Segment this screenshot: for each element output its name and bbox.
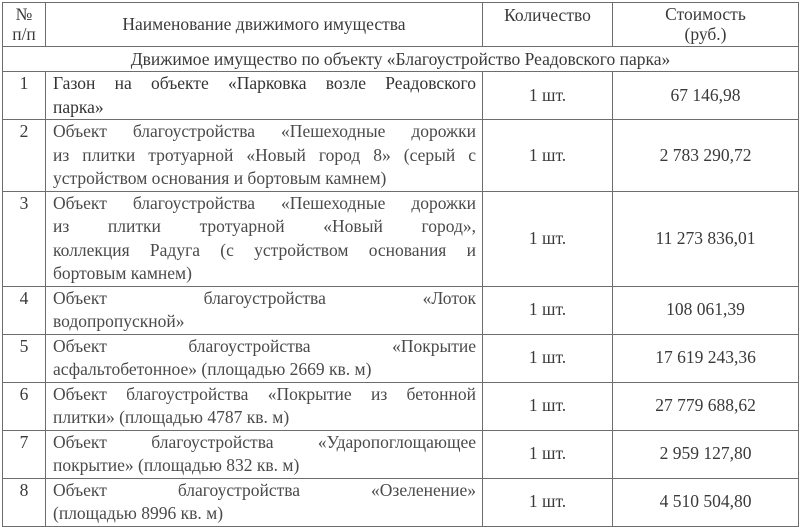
header-cost-line1: Стоимость xyxy=(665,4,746,24)
row-name-line: Газон на объекте «Парковка возле Реадовского xyxy=(53,73,476,93)
row-quantity: 1 шт. xyxy=(483,334,613,382)
row-name xyxy=(46,191,483,286)
section-title: Движимое имущество по объекту «Благоустройство Реадовского парка» xyxy=(3,47,799,72)
row-name-line: асфальтобетонное» (площадью 2669 кв. м) xyxy=(53,359,372,379)
header-number-line2: п/п xyxy=(12,24,36,44)
header-name: Наименование движимого имущества xyxy=(46,3,483,47)
row-number: 3 xyxy=(3,191,46,286)
row-cost: 2 783 290,72 xyxy=(613,120,799,192)
table-row xyxy=(3,286,799,334)
row-cost: 11 273 836,01 xyxy=(613,191,799,286)
row-name-line: Объект благоустройства «Пешеходные дорожки xyxy=(53,192,476,213)
row-name-line: бортовым камнем) xyxy=(53,263,192,283)
section-row xyxy=(3,47,799,72)
row-name-line: Объект благоустройства «Ударопоглощающее xyxy=(53,431,476,452)
row-number: 1 xyxy=(3,72,46,120)
row-number: 7 xyxy=(3,430,46,478)
row-name-line: из плитки тротуарной «Новый город 8» (серый с xyxy=(53,144,476,165)
header-quantity: Количество xyxy=(483,3,613,47)
row-cost: 2 959 127,80 xyxy=(613,430,799,478)
table-row xyxy=(3,430,799,478)
row-quantity: 1 шт. xyxy=(483,286,613,334)
table-row xyxy=(3,382,799,430)
row-name-line: из плитки тротуарной «Новый город», xyxy=(53,216,476,236)
row-name-line: плитки» (площадью 4787 кв. м) xyxy=(53,407,290,427)
row-name xyxy=(46,72,483,120)
table-row xyxy=(3,191,799,286)
row-name xyxy=(46,334,483,382)
row-quantity: 1 шт. xyxy=(483,478,613,526)
row-name xyxy=(46,120,483,192)
row-number: 2 xyxy=(3,120,46,192)
row-name-line: парка» xyxy=(53,96,104,117)
row-name xyxy=(46,382,483,430)
row-cost: 4 510 504,80 xyxy=(613,478,799,526)
row-name-line: (площадью 8996 кв. м) xyxy=(53,503,224,523)
row-name-line: Объект благоустройства «Пешеходные дорожки xyxy=(53,121,476,141)
table-row xyxy=(3,478,799,526)
row-cost: 17 619 243,36 xyxy=(613,334,799,382)
table-row xyxy=(3,120,799,192)
header-number-line1: № xyxy=(15,4,33,24)
row-quantity: 1 шт. xyxy=(483,382,613,430)
row-name-line: Объект благоустройства «Лоток xyxy=(53,287,476,308)
table-row xyxy=(3,334,799,382)
row-number: 5 xyxy=(3,334,46,382)
table-header-row xyxy=(3,3,799,47)
row-quantity: 1 шт. xyxy=(483,120,613,192)
row-cost: 67 146,98 xyxy=(613,72,799,120)
row-number: 6 xyxy=(3,382,46,430)
row-name-line: Объект благоустройства «Покрытие из бетонной xyxy=(53,383,476,404)
header-cost-line2: (руб.) xyxy=(684,24,727,44)
row-name xyxy=(46,430,483,478)
row-name xyxy=(46,286,483,334)
header-number xyxy=(3,3,46,47)
row-cost: 27 779 688,62 xyxy=(613,382,799,430)
row-name-line: покрытие» (площадью 832 кв. м) xyxy=(53,455,300,475)
row-name-line: Объект благоустройства «Озеленение» xyxy=(53,479,476,500)
row-name-line: водопропускной» xyxy=(53,311,185,331)
row-number: 8 xyxy=(3,478,46,526)
header-cost xyxy=(613,3,799,47)
row-name-line: коллекция Радуга (с устройством основания и xyxy=(53,239,476,260)
row-name-line: Объект благоустройства «Покрытие xyxy=(53,335,476,356)
row-name xyxy=(46,478,483,526)
row-quantity: 1 шт. xyxy=(483,72,613,120)
table-row xyxy=(3,72,799,120)
property-table xyxy=(2,2,799,527)
row-quantity: 1 шт. xyxy=(483,191,613,286)
row-number: 4 xyxy=(3,286,46,334)
row-cost: 108 061,39 xyxy=(613,286,799,334)
row-name-line: устройством основания и бортовым камнем) xyxy=(53,168,387,188)
row-quantity: 1 шт. xyxy=(483,430,613,478)
